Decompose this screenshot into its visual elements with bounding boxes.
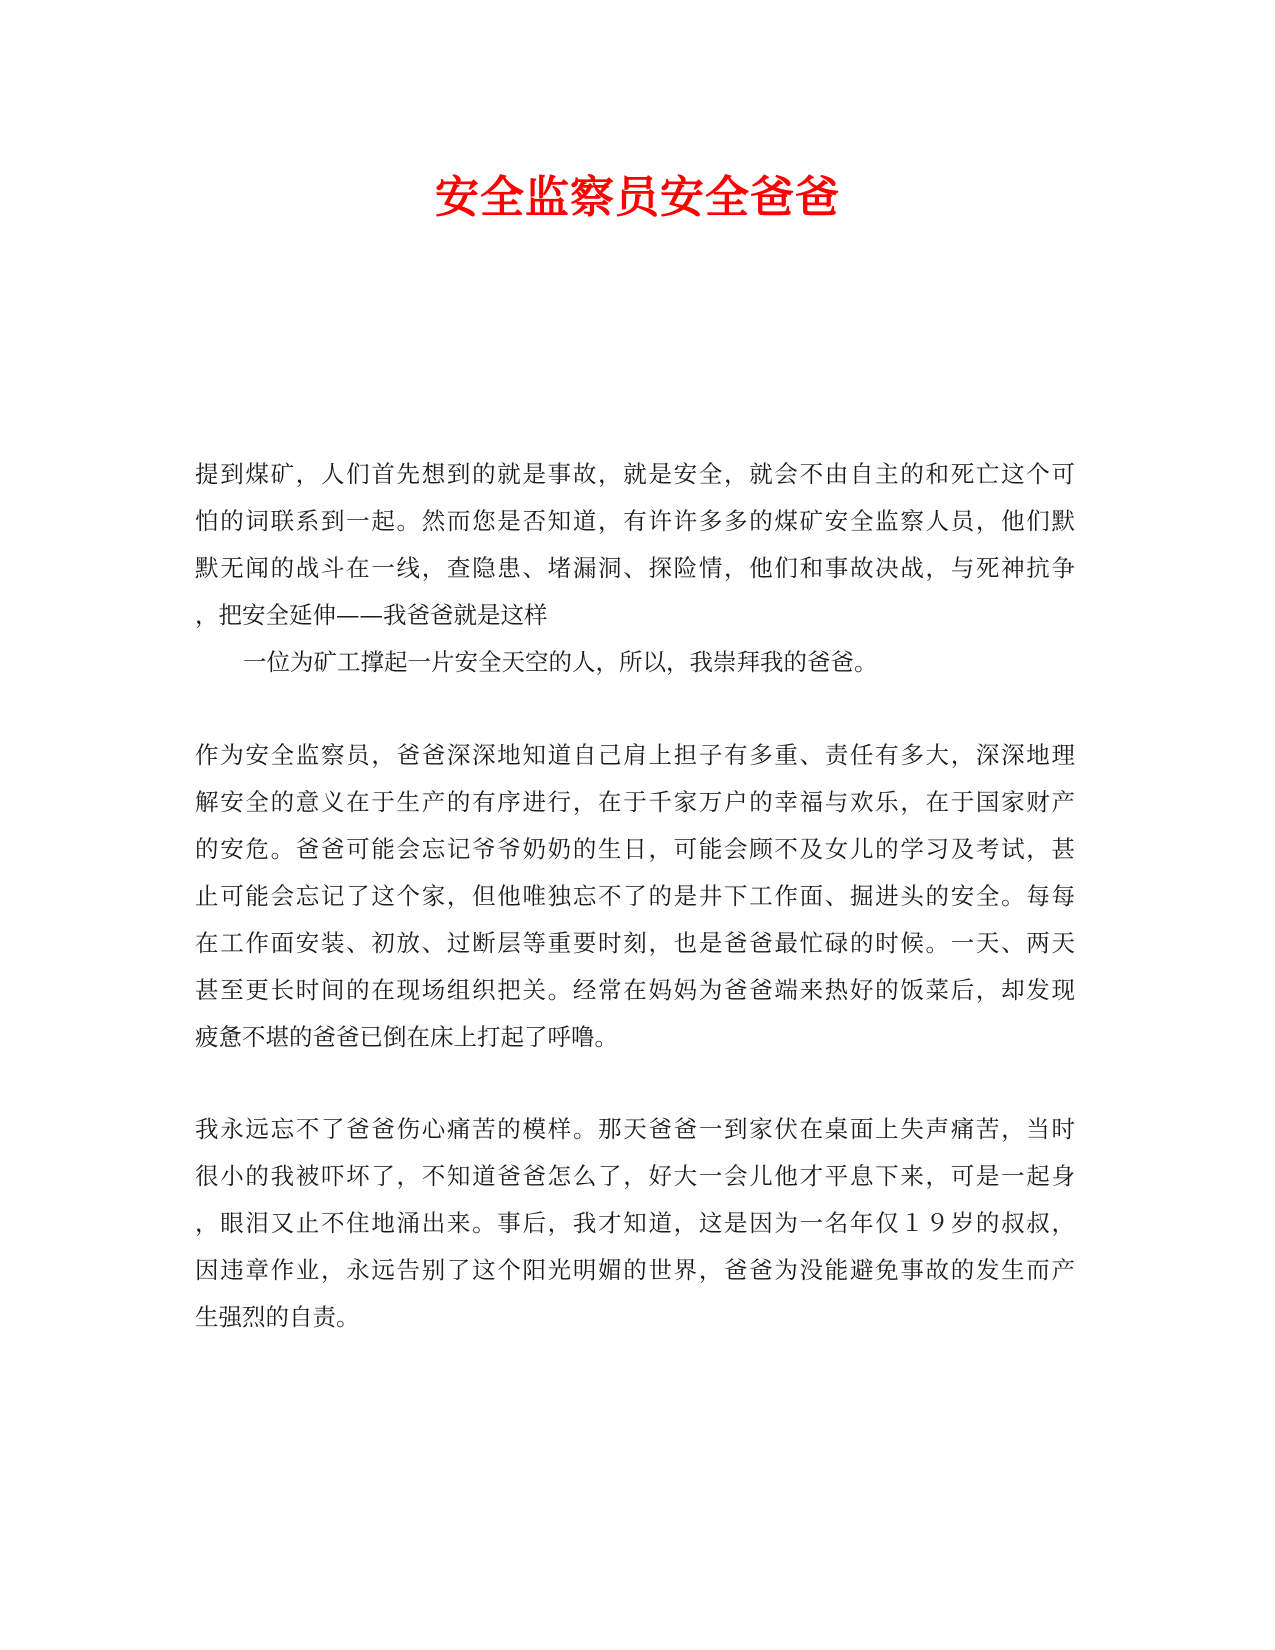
paragraph-1-line-1: 提到煤矿，人们首先想到的就是事故，就是安全，就会不由自主的和死亡这个可 xyxy=(195,460,1075,488)
paragraph-3-line-7: 疲惫不堪的爸爸已倒在床上打起了呼噜。 xyxy=(195,1023,618,1051)
paragraph-3-line-6: 甚至更长时间的在现场组织把关。经常在妈妈为爸爸端来热好的饭菜后，却发现 xyxy=(195,976,1075,1004)
paragraph-4-line-2: 很小的我被吓坏了，不知道爸爸怎么了，好大一会儿他才平息下来，可是一起身 xyxy=(195,1162,1075,1190)
paragraph-3-line-5: 在工作面安装、初放、过断层等重要时刻，也是爸爸最忙碌的时候。一天、两天 xyxy=(195,929,1075,957)
paragraph-4-line-3: ，眼泪又止不住地涌出来。事后，我才知道，这是因为一名年仅１９岁的叔叔， xyxy=(195,1209,1075,1237)
document-title: 安全监察员安全爸爸 xyxy=(435,172,840,223)
paragraph-4-line-1: 我永远忘不了爸爸伤心痛苦的模样。那天爸爸一到家伏在桌面上失声痛苦，当时 xyxy=(195,1115,1075,1143)
paragraph-4-line-4: 因违章作业，永远告别了这个阳光明媚的世界，爸爸为没能避免事故的发生而产 xyxy=(195,1256,1075,1284)
paragraph-3-line-3: 的安危。爸爸可能会忘记爷爷奶奶的生日，可能会顾不及女儿的学习及考试，甚 xyxy=(195,835,1075,863)
paragraph-3-line-1: 作为安全监察员，爸爸深深地知道自己肩上担子有多重、责任有多大，深深地理 xyxy=(195,741,1075,769)
paragraph-4-line-5: 生强烈的自责。 xyxy=(195,1303,360,1331)
paragraph-3-line-2: 解安全的意义在于生产的有序进行，在于千家万户的幸福与欢乐，在于国家财产 xyxy=(195,788,1075,816)
paragraph-1-line-3: 默无闻的战斗在一线，查隐患、堵漏洞、探险情，他们和事故决战，与死神抗争 xyxy=(195,554,1075,582)
paragraph-3-line-4: 止可能会忘记了这个家，但他唯独忘不了的是井下工作面、掘进头的安全。每每 xyxy=(195,882,1075,910)
paragraph-1-line-2: 怕的词联系到一起。然而您是否知道，有许许多多的煤矿安全监察人员，他们默 xyxy=(195,507,1075,535)
paragraph-1-line-4: ，把安全延伸——我爸爸就是这样 xyxy=(195,601,548,629)
paragraph-2-line-1: 一位为矿工撑起一片安全天空的人，所以，我崇拜我的爸爸。 xyxy=(243,648,878,676)
